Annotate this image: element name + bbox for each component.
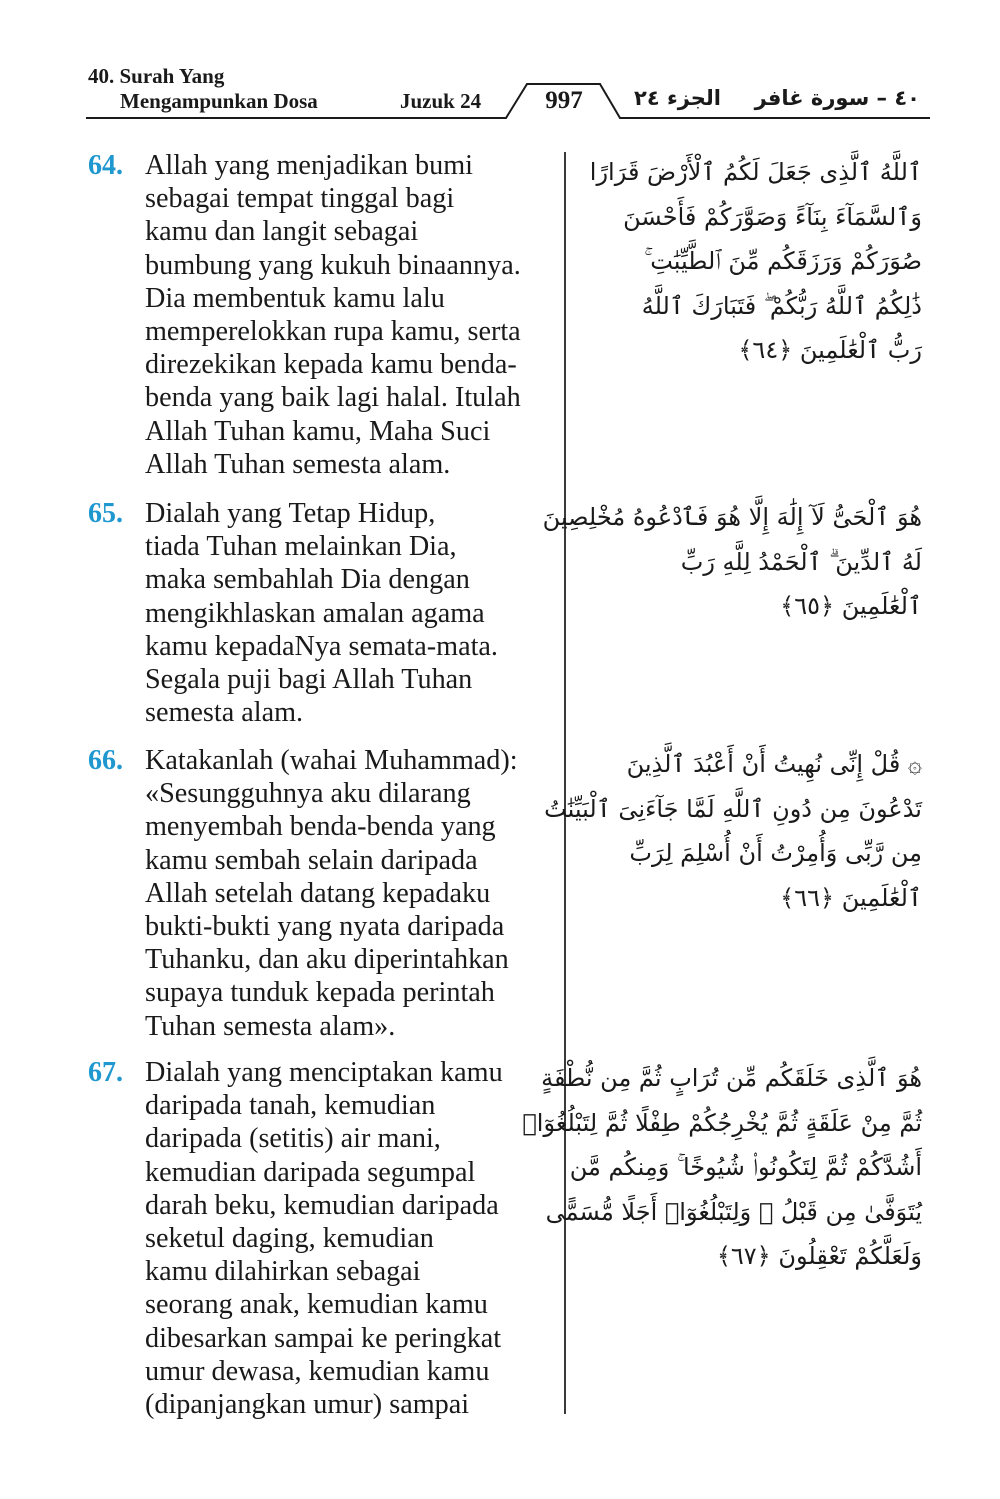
- text-line: kamu sembah selain daripada: [145, 844, 478, 876]
- arabic-line: صُوَرَكُمْ وَرَزَقَكُم مِّنَ ٱلطَّيِّبَٰتِ ۚ: [644, 247, 922, 275]
- arabic-line: ۞ قُلْ إِنِّى نُهِيتُ أَنْ أَعْبُدَ ٱلَّذِينَ: [626, 750, 922, 778]
- verse-translation-text: [145, 497, 555, 729]
- arabic-verse-64: [582, 150, 922, 373]
- text-line: Allah Tuhan semesta alam.: [145, 448, 451, 480]
- verse-translation-text: [145, 744, 555, 1043]
- text-line: «Sesungguhnya aku dilarang: [145, 778, 471, 810]
- arabic-line: رَبُّ ٱلْعَٰلَمِينَ ﴿٦٤﴾: [738, 336, 922, 364]
- text-line: Segala puji bagi Allah Tuhan: [145, 664, 473, 696]
- arabic-line: هُوَ ٱلَّذِى خَلَقَكُم مِّن تُرَابٍ ثُمَّ مِن نُّطْفَةٍ: [541, 1064, 922, 1092]
- arabic-verse-67: [522, 1056, 922, 1279]
- text-line: Tuhanku, dan aku diperintahkan: [145, 944, 509, 976]
- arabic-line: وَٱلسَّمَآءَ بِنَآءً وَصَوَّرَكُمْ فَأَحْسَنَ: [623, 202, 922, 231]
- surah-title-line1: 40. Surah Yang: [88, 64, 225, 88]
- juz-arabic-label: الجزء ٢٤: [634, 86, 721, 110]
- text-line: sebagai tempat tinggal bagi: [145, 183, 455, 215]
- verse-number: 66.: [88, 745, 123, 776]
- arabic-line: ٱلْعَٰلَمِينَ ﴿٦٦﴾: [780, 883, 922, 912]
- text-line: menyembah benda-benda yang: [145, 811, 496, 843]
- text-line: bukti-bukti yang nyata daripada: [145, 911, 505, 943]
- arabic-line: تَدْعُونَ مِن دُونِ ٱللَّهِ لَمَّا جَآءَنِىَ ٱلْبَيِّنَٰتُ: [544, 794, 922, 823]
- surah-title-line2: Mengampunkan Dosa: [120, 89, 318, 113]
- arabic-verse-66: [544, 742, 922, 920]
- text-line: (dipanjangkan umur) sampai: [145, 1389, 470, 1421]
- text-line: daripada tanah, kemudian: [145, 1090, 436, 1122]
- text-line: Katakanlah (wahai Muhammad):: [145, 745, 518, 776]
- text-line: seketul daging, kemudian: [145, 1223, 434, 1255]
- text-line: Dialah yang Tetap Hidup,: [145, 498, 436, 529]
- text-line: kamu dilahirkan sebagai: [145, 1256, 421, 1288]
- page-header: [0, 0, 1000, 130]
- arabic-line: هُوَ ٱلْحَىُّ لَآ إِلَٰهَ إِلَّا هُوَ فَٱدْعُوهُ مُخْلِصِينَ: [542, 503, 922, 531]
- text-line: Allah yang menjadikan bumi: [145, 150, 473, 181]
- verse-translation-text: [145, 149, 555, 481]
- text-line: mengikhlaskan amalan agama: [145, 597, 485, 629]
- text-line: umur dewasa, kemudian kamu: [145, 1355, 490, 1387]
- text-line: maka sembahlah Dia dengan: [145, 564, 470, 596]
- text-line: kemudian daripada segumpal: [145, 1156, 476, 1188]
- text-line: bumbung yang kukuh binaannya.: [145, 249, 521, 281]
- verse-translation-text: [145, 1056, 555, 1421]
- text-line: seorang anak, kemudian kamu: [145, 1289, 488, 1321]
- text-line: daripada (setitis) air mani,: [145, 1123, 441, 1155]
- text-line: Dialah yang menciptakan kamu: [145, 1057, 503, 1088]
- text-line: dibesarkan sampai ke peringkat: [145, 1322, 502, 1354]
- arabic-line: ٱللَّهُ ٱلَّذِى جَعَلَ لَكُمُ ٱلْأَرْضَ قَرَارًا: [589, 158, 922, 186]
- verse-number: 65.: [88, 498, 123, 529]
- text-line: direzekikan kepada kamu benda-: [145, 349, 517, 381]
- arabic-line: مِن رَّبِّى وَأُمِرْتُ أَنْ أُسْلِمَ لِرَبِّ: [629, 839, 922, 867]
- arabic-verse-65: [542, 495, 922, 629]
- arabic-line: ذَٰلِكُمُ ٱللَّهُ رَبُّكُمْ ۖ فَتَبَارَكَ ٱللَّهُ: [641, 291, 922, 320]
- text-line: benda yang baik lagi halal. Itulah: [145, 382, 521, 414]
- arabic-line: يُتَوَفَّىٰ مِن قَبْلُ ۖ وَلِتَبْلُغُوٓا۟ أَجَلًا مُّسَمًّى: [545, 1197, 922, 1226]
- arabic-line: وَلَعَلَّكُمْ تَعْقِلُونَ ﴿٦٧﴾: [716, 1242, 922, 1270]
- text-line: supaya tunduk kepada perintah: [145, 977, 495, 1009]
- text-line: darah beku, kemudian daripada: [145, 1189, 499, 1221]
- arabic-line: ثُمَّ مِنْ عَلَقَةٍ ثُمَّ يُخْرِجُكُمْ طِفْلًا ثُمَّ لِتَبْلُغُوٓا۟: [522, 1108, 922, 1137]
- text-line: kamu dan langit sebagai: [145, 216, 419, 248]
- text-line: kamu kepadaNya semata-mata.: [145, 630, 498, 662]
- text-line: memperelokkan rupa kamu, serta: [145, 316, 521, 348]
- arabic-line: ٱلْعَٰلَمِينَ ﴿٦٥﴾: [780, 592, 922, 620]
- text-line: Dia membentuk kamu lalu: [145, 282, 445, 314]
- arabic-line: لَهُ ٱلدِّينَ ۗ ٱلْحَمْدُ لِلَّهِ رَبِّ: [680, 547, 922, 576]
- juzuk-label: Juzuk 24: [400, 89, 482, 113]
- text-line: tiada Tuhan melainkan Dia,: [145, 531, 457, 563]
- arabic-line: أَشُدَّكُمْ ثُمَّ لِتَكُونُوا۟ شُيُوخًا ۚ وَمِنكُم مَّن: [569, 1153, 922, 1181]
- surah-arabic-title: ٤٠ – سورة غافر: [754, 86, 920, 110]
- text-line: Allah Tuhan kamu, Maha Suci: [145, 415, 491, 447]
- verse-number: 67.: [88, 1057, 123, 1088]
- verse-number: 64.: [88, 150, 123, 181]
- text-line: Allah setelah datang kepadaku: [145, 877, 491, 909]
- page-number: 997: [545, 87, 583, 114]
- text-line: semesta alam.: [145, 697, 304, 729]
- text-line: Tuhan semesta alam».: [145, 1010, 396, 1042]
